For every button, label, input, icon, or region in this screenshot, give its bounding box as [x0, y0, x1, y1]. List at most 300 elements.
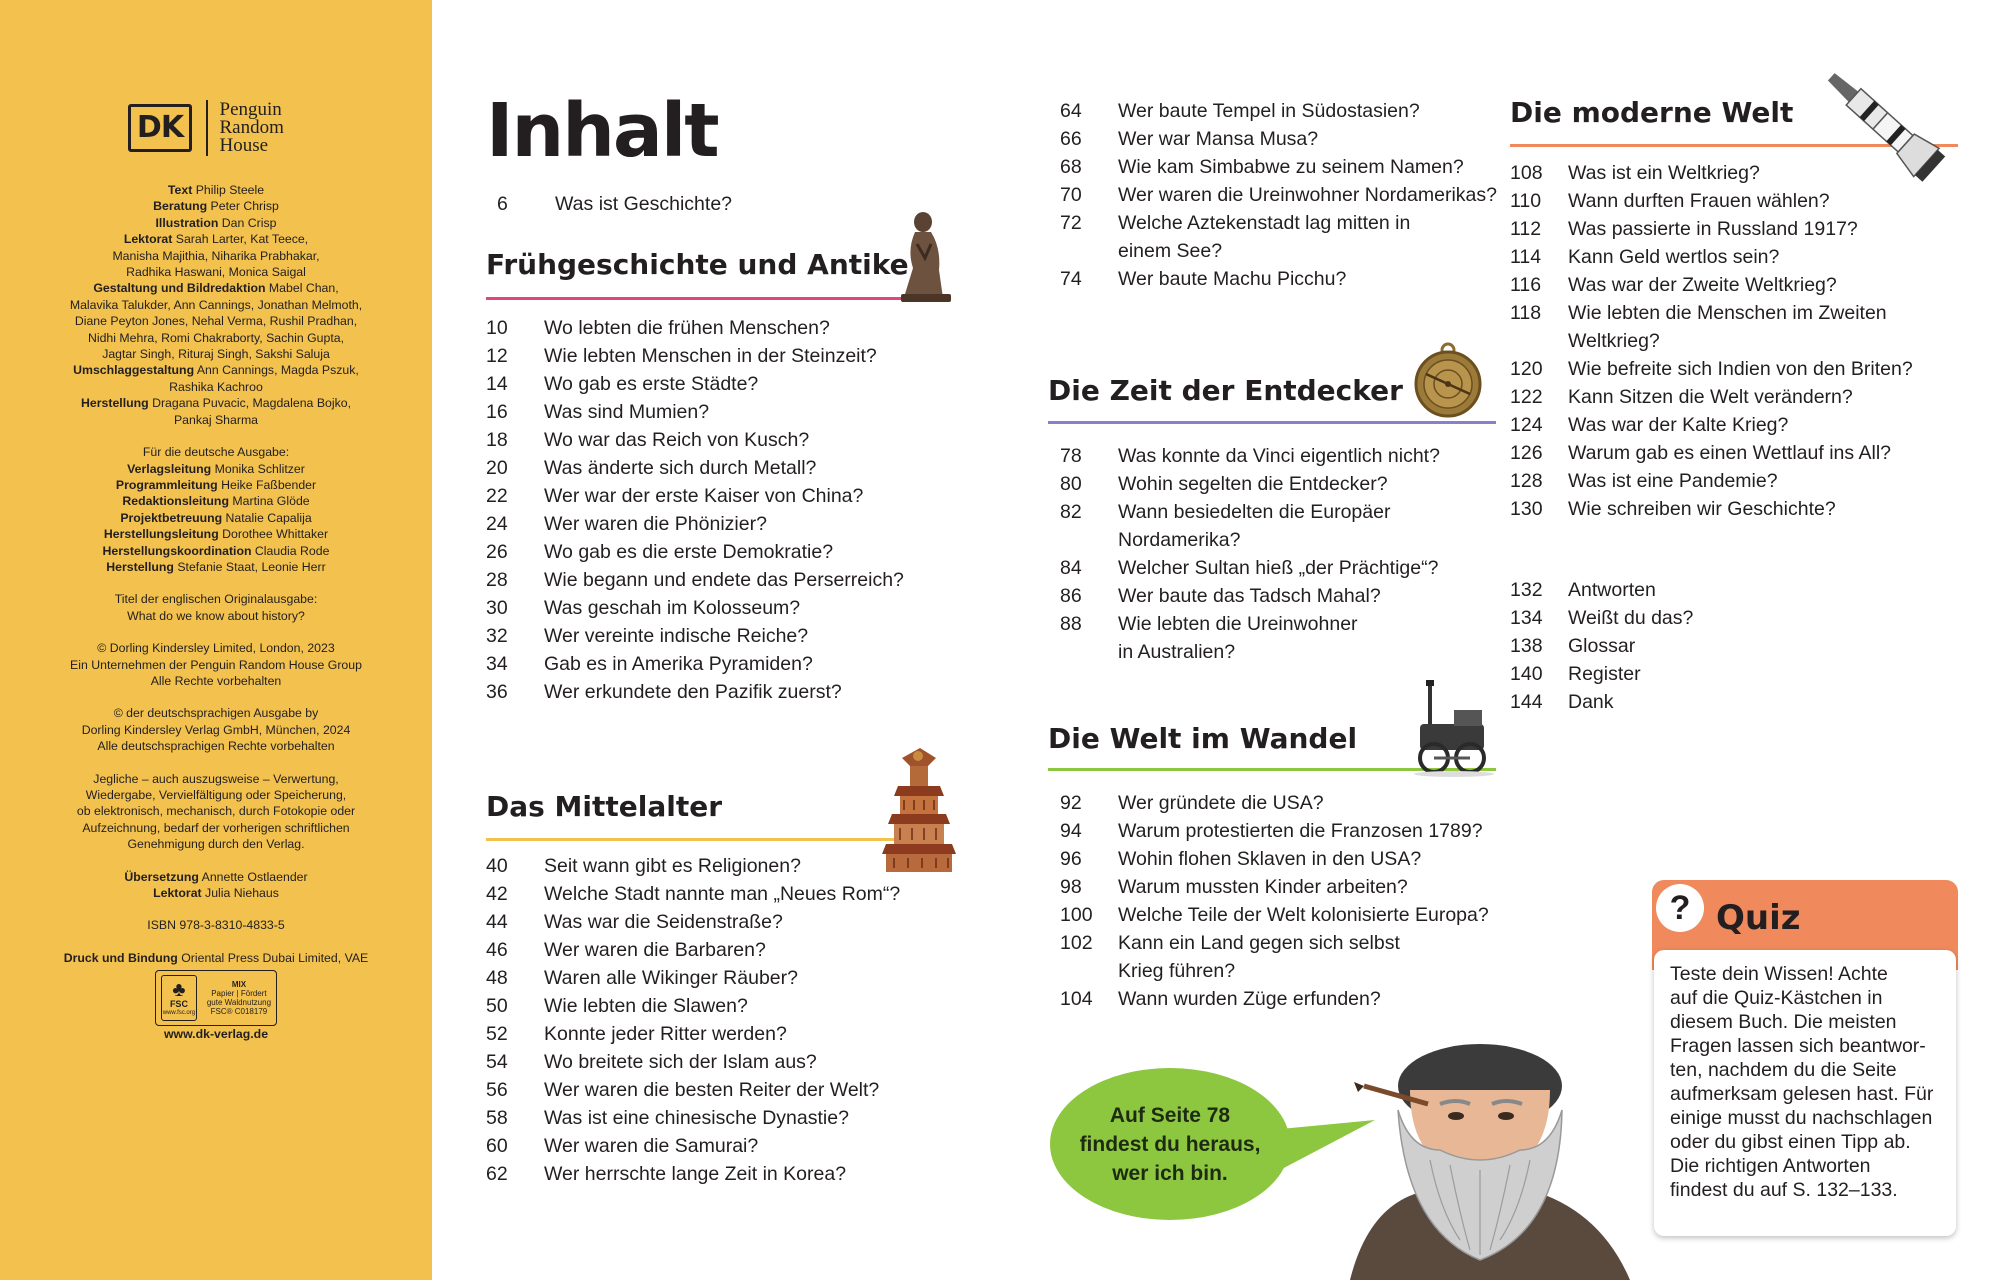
- imprint-line: [40, 738, 392, 754]
- imprint-line: [40, 836, 392, 852]
- imprint-role: Herstellungskoordination: [102, 543, 252, 558]
- toc-entry[interactable]: [486, 426, 904, 454]
- toc-entry-text: Welche Stadt nannte man „Neues Rom“?: [544, 883, 901, 905]
- imprint-role: Lektorat: [153, 886, 202, 901]
- imprint-names: Alle deutschsprachigen Rechte vorbehalten: [97, 739, 335, 754]
- fsc-tree-icon: ♣ FSC www.fsc.org: [161, 975, 197, 1021]
- imprint-names: Philip Steele: [192, 183, 265, 197]
- imprint-gap: [40, 934, 392, 950]
- imprint-line: [40, 705, 392, 721]
- publisher-website[interactable]: www.dk-verlag.de: [163, 1027, 269, 1042]
- toc-entry-text: Wer waren die Phönizier?: [544, 513, 767, 535]
- imprint-line: [40, 493, 392, 509]
- toc-entry-text: Kann Sitzen die Welt verändern?: [1568, 386, 1853, 408]
- imprint-line: [40, 280, 392, 296]
- toc-entry-text: Wohin flohen Sklaven in den USA?: [1118, 848, 1422, 870]
- toc-entry[interactable]: [486, 594, 904, 622]
- toc-page-number: 114: [1510, 246, 1542, 268]
- toc-page-number: 32: [486, 625, 508, 647]
- toc-entry-text: Wer baute das Tadsch Mahal?: [1118, 585, 1381, 607]
- toc-entry-text: Wer baute Machu Picchu?: [1118, 268, 1347, 290]
- toc-page-number: 66: [1060, 128, 1082, 150]
- imprint-names: What do we know about history?: [127, 608, 305, 623]
- imprint-names: © der deutschsprachigen Ausgabe by: [113, 706, 319, 721]
- toc-entry-text: Register: [1568, 663, 1641, 685]
- toc-entry[interactable]: [1060, 265, 1497, 293]
- toc-entry-text: Wer waren die besten Reiter der Welt?: [544, 1079, 880, 1101]
- toc-entry[interactable]: [1510, 439, 1913, 467]
- toc-entry[interactable]: [1060, 554, 1440, 582]
- imprint-names: Annette Ostlaender: [198, 869, 308, 884]
- toc-list-mittelalter: [486, 852, 900, 1188]
- toc-entry-text: Was war der Zweite Weltkrieg?: [1568, 274, 1837, 296]
- imprint-names: Aufzeichnung, bedarf der vorherigen schriftlichen: [82, 820, 350, 835]
- imprint-line: [40, 346, 392, 362]
- imprint-line: [40, 330, 392, 346]
- toc-entry-text: Wer war der erste Kaiser von China?: [544, 485, 864, 507]
- imprint-names: Genehmigung durch den Verlag.: [127, 837, 305, 852]
- imprint-line: [40, 264, 392, 280]
- toc-page-number: 108: [1510, 162, 1543, 184]
- imprint-gap: [40, 428, 392, 444]
- imprint-line: [40, 640, 392, 656]
- toc-entry[interactable]: [486, 1160, 900, 1188]
- section-rule: [1048, 421, 1496, 424]
- toc-page-number: 82: [1060, 501, 1082, 523]
- toc-entry[interactable]: [1510, 411, 1913, 439]
- toc-entry[interactable]: [486, 538, 904, 566]
- toc-entry[interactable]: [497, 190, 732, 218]
- toc-entry[interactable]: [486, 510, 904, 538]
- imprint-names: © Dorling Kindersley Limited, London, 2023: [97, 641, 335, 656]
- toc-entry[interactable]: [486, 880, 900, 908]
- imprint-names: Jegliche – auch auszugsweise – Verwertung,: [93, 771, 339, 786]
- imprint-line: [40, 510, 392, 526]
- toc-list-wandel: [1060, 789, 1489, 1013]
- toc-entry-text: Antworten: [1568, 579, 1656, 601]
- imprint-role: Herstellung: [106, 559, 174, 574]
- toc-entry-continuation: einem See?: [1118, 240, 1223, 262]
- imprint-names: Dragana Puvacic, Magdalena Bojko,: [148, 396, 351, 411]
- imprint-line: [40, 412, 392, 428]
- imprint-names: ob elektronisch, mechanisch, durch Fotokopie oder: [76, 804, 356, 819]
- imprint-names: Jagtar Singh, Rituraj Singh, Sakshi Saluja: [102, 347, 330, 362]
- toc-entry-text: Was ist eine Pandemie?: [1568, 470, 1778, 492]
- imprint-line: [40, 362, 392, 378]
- toc-entry-text: Wer erkundete den Pazifik zuerst?: [544, 681, 842, 703]
- imprint-names: Pankaj Sharma: [173, 412, 259, 427]
- toc-entry-text: Was sind Mumien?: [544, 401, 710, 423]
- steam-locomotive-image: [1414, 676, 1494, 776]
- toc-page-number: 98: [1060, 876, 1082, 898]
- imprint-names: Diane Peyton Jones, Nehal Verma, Rushil Pradhan,: [74, 314, 358, 329]
- toc-page-number: 64: [1060, 100, 1082, 122]
- imprint-role: Druck und Bindung: [63, 950, 178, 965]
- toc-entry-text: Wer gründete die USA?: [1118, 792, 1324, 814]
- toc-entry-text: Konnte jeder Ritter werden?: [544, 1023, 787, 1045]
- toc-page-number: 58: [486, 1107, 508, 1129]
- toc-page-number: 10: [486, 317, 508, 339]
- toc-entry-text: Weißt du das?: [1568, 607, 1694, 629]
- section-title-mittelalter: Das Mittelalter: [486, 790, 723, 823]
- toc-entry-text: Wo breitete sich der Islam aus?: [544, 1051, 817, 1073]
- pagoda-tower-image: [880, 748, 958, 876]
- toc-page-number: 46: [486, 939, 508, 961]
- quiz-text-line: Die richtigen Antworten: [1670, 1155, 1871, 1177]
- toc-entry-text: Was ist ein Weltkrieg?: [1568, 162, 1760, 184]
- toc-entry[interactable]: [1060, 873, 1489, 901]
- toc-page-number: 50: [486, 995, 508, 1017]
- toc-page-number: 118: [1510, 302, 1542, 324]
- toc-entry-text: Glossar: [1568, 635, 1636, 657]
- toc-page-number: 20: [486, 457, 508, 479]
- toc-page-number: 112: [1510, 218, 1542, 240]
- toc-entry[interactable]: [1060, 125, 1497, 153]
- toc-entry[interactable]: [486, 678, 904, 706]
- toc-entry[interactable]: [486, 398, 904, 426]
- leonardo-da-vinci-portrait: [1310, 1000, 1640, 1280]
- imprint-role: Beratung: [153, 199, 208, 214]
- quiz-text-line: oder du gibst einen Tipp ab.: [1670, 1131, 1911, 1153]
- toc-entry[interactable]: [1060, 817, 1489, 845]
- toc-page-number: 48: [486, 967, 508, 989]
- toc-entry-text: Wer war Mansa Musa?: [1118, 128, 1319, 150]
- toc-entry[interactable]: [486, 622, 904, 650]
- speech-bubble: Auf Seite 78 findest du heraus, wer ich bin.: [1050, 1068, 1290, 1220]
- toc-entry[interactable]: [1510, 355, 1913, 383]
- toc-entry-text: Waren alle Wikinger Räuber?: [544, 967, 798, 989]
- toc-entry-text: Was ist eine chinesische Dynastie?: [544, 1107, 849, 1129]
- imprint-role: Umschlaggestaltung: [73, 363, 195, 378]
- imprint-line: [40, 526, 392, 542]
- toc-entry[interactable]: [1510, 383, 1913, 411]
- toc-entry[interactable]: [1510, 688, 1693, 716]
- toc-page-number: 24: [486, 513, 508, 535]
- toc-entry-text: Welche Teile der Welt kolonisierte Europa?: [1118, 904, 1489, 926]
- toc-entry-text: Wie schreiben wir Geschichte?: [1568, 498, 1836, 520]
- imprint-gap: [40, 901, 392, 917]
- toc-entry[interactable]: [1060, 845, 1489, 873]
- imprint-line: [40, 444, 392, 460]
- imprint-names: Dorothee Whittaker: [218, 527, 329, 542]
- toc-page-number: 62: [486, 1163, 508, 1185]
- toc-page-number: 26: [486, 541, 508, 563]
- toc-entry[interactable]: [1060, 181, 1497, 209]
- toc-entry-text: Wie lebten die Slawen?: [544, 995, 748, 1017]
- quiz-label: Quiz: [1716, 898, 1801, 938]
- dk-logo: DK: [128, 104, 192, 152]
- toc-page-number: 18: [486, 429, 508, 451]
- imprint-line: [40, 771, 392, 787]
- imprint-role: Redaktionsleitung: [122, 494, 229, 509]
- imprint-line: [40, 673, 392, 689]
- toc-list-moderne: [1510, 159, 1913, 523]
- imprint-role: Verlagsleitung: [127, 461, 212, 476]
- imprint-line: [40, 543, 392, 559]
- toc-entry[interactable]: [486, 314, 904, 342]
- toc-page-number: 144: [1510, 691, 1543, 713]
- toc-entry[interactable]: [1060, 929, 1489, 957]
- toc-entry-continuation: Krieg führen?: [1118, 960, 1236, 982]
- imprint-role: Illustration: [155, 215, 219, 230]
- imprint-names: Nidhi Mehra, Romi Chakraborty, Sachin Gupta,: [87, 330, 345, 345]
- toc-entry-text: Wo gab es die erste Demokratie?: [544, 541, 834, 563]
- fsc-logo: ♣ FSC www.fsc.org MIX Papier | Fördert gute Waldnutzung FSC® C018179: [155, 970, 277, 1026]
- toc-page-number: 122: [1510, 386, 1543, 408]
- imprint-line: [40, 215, 392, 231]
- imprint-names: Peter Chrisp: [207, 199, 279, 214]
- imprint-names: Claudia Rode: [251, 543, 330, 558]
- toc-entry[interactable]: [1060, 498, 1440, 526]
- toc-entry-text: Warum mussten Kinder arbeiten?: [1118, 876, 1408, 898]
- toc-entry[interactable]: [1510, 660, 1693, 688]
- toc-page-number: 128: [1510, 470, 1543, 492]
- imprint-line: [40, 722, 392, 738]
- imprint-line: [40, 803, 392, 819]
- toc-entry-text: Was war die Seidenstraße?: [544, 911, 783, 933]
- section-title-moderne: Die moderne Welt: [1510, 96, 1794, 129]
- toc-entry[interactable]: [486, 1132, 900, 1160]
- toc-entry[interactable]: [486, 650, 904, 678]
- toc-page-number: 86: [1060, 585, 1082, 607]
- imprint-gap: [40, 575, 392, 591]
- toc-entry[interactable]: [486, 454, 904, 482]
- toc-page-number: 96: [1060, 848, 1082, 870]
- toc-entry-text: Wohin segelten die Entdecker?: [1118, 473, 1388, 495]
- rocket-image: [1812, 52, 1962, 202]
- imprint-names: Monika Schlitzer: [211, 461, 305, 476]
- toc-entry[interactable]: [1060, 209, 1497, 237]
- toc-entry[interactable]: [486, 852, 900, 880]
- imprint-names: Wiedergabe, Vervielfältigung oder Speicherung,: [85, 788, 347, 802]
- toc-entry-text: Welche Aztekenstadt lag mitten in: [1118, 212, 1411, 234]
- imprint-names: Natalie Capalija: [222, 510, 312, 525]
- imprint-line: [40, 608, 392, 624]
- toc-page-number: 72: [1060, 212, 1082, 234]
- toc-entry-text: Wie befreite sich Indien von den Briten?: [1568, 358, 1913, 380]
- toc-page-number: 36: [486, 681, 508, 703]
- toc-entry[interactable]: [1510, 243, 1913, 271]
- toc-page-number: 104: [1060, 988, 1093, 1010]
- quiz-text-line: Teste dein Wissen! Achte: [1670, 963, 1888, 985]
- section-title-entdecker: Die Zeit der Entdecker: [1048, 374, 1403, 407]
- toc-entry[interactable]: [1510, 604, 1693, 632]
- toc-entry[interactable]: [1060, 97, 1497, 125]
- imprint-line: [40, 313, 392, 329]
- toc-page-number: 116: [1510, 274, 1542, 296]
- section-rule: [486, 838, 916, 841]
- toc-entry[interactable]: [1510, 271, 1913, 299]
- toc-page-number: 126: [1510, 442, 1543, 464]
- imprint-names: Malavika Talukder, Ann Cannings, Jonathan Melmoth,: [69, 297, 363, 312]
- imprint-line: [40, 461, 392, 477]
- imprint-gap: [40, 755, 392, 771]
- imprint-gap: [40, 853, 392, 869]
- quiz-text-line: findest du auf S. 132–133.: [1670, 1179, 1898, 1201]
- toc-page-number: 28: [486, 569, 508, 591]
- toc-page-number: 14: [486, 373, 508, 395]
- toc-entry[interactable]: [1510, 299, 1913, 327]
- quiz-text-line: einige musst du nachschlagen: [1670, 1107, 1933, 1129]
- toc-entry-text: Warum gab es einen Wettlauf ins All?: [1568, 442, 1891, 464]
- section-title-antike: Frühgeschichte und Antike: [486, 248, 909, 281]
- toc-page-number: 140: [1510, 663, 1543, 685]
- toc-page-number: 92: [1060, 792, 1082, 814]
- toc-page-number: 102: [1060, 932, 1093, 954]
- toc-entry[interactable]: [1510, 467, 1913, 495]
- toc-page-number: 110: [1510, 190, 1542, 212]
- toc-entry-text: Wann durften Frauen wählen?: [1568, 190, 1830, 212]
- toc-entry[interactable]: [486, 964, 900, 992]
- toc-entry[interactable]: [486, 1104, 900, 1132]
- imprint-gap: [40, 624, 392, 640]
- toc-page-number: 94: [1060, 820, 1082, 842]
- imprint-names: Stefanie Staat, Leonie Herr: [173, 559, 326, 574]
- imprint-line: [40, 657, 392, 673]
- imprint-role: Programmleitung: [115, 477, 218, 492]
- quiz-text-line: aufmerksam gelesen hast. Für: [1670, 1083, 1934, 1105]
- imprint-line: [40, 591, 392, 607]
- toc-entry[interactable]: [1060, 789, 1489, 817]
- toc-entry[interactable]: [1510, 632, 1693, 660]
- imprint-names: ISBN 978-3-8310-4833-5: [147, 918, 285, 933]
- toc-list-antike: [486, 314, 904, 706]
- toc-entry[interactable]: [1060, 610, 1440, 638]
- toc-entry[interactable]: [486, 1076, 900, 1104]
- toc-page-number: 34: [486, 653, 508, 675]
- toc-page-number: 22: [486, 485, 508, 507]
- toc-entry[interactable]: [1060, 470, 1440, 498]
- imprint-role: Gestaltung und Bildredaktion: [93, 281, 266, 296]
- toc-page-number: 40: [486, 855, 508, 877]
- imprint-names: Rashika Kachroo: [169, 379, 263, 394]
- toc-page-number: 134: [1510, 607, 1543, 629]
- toc-page-number: 42: [486, 883, 508, 905]
- toc-page-number: 78: [1060, 445, 1082, 467]
- toc-entry-text: Wie lebten Menschen in der Steinzeit?: [544, 345, 877, 367]
- toc-entry-text: Wer waren die Ureinwohner Nordamerikas?: [1118, 184, 1497, 206]
- section-title-wandel: Die Welt im Wandel: [1048, 722, 1358, 755]
- imprint-line: [40, 379, 392, 395]
- toc-entry[interactable]: [1060, 901, 1489, 929]
- toc-entry[interactable]: [486, 342, 904, 370]
- imprint-line: [40, 395, 392, 411]
- imprint-gap: [40, 689, 392, 705]
- toc-page-number: 70: [1060, 184, 1082, 206]
- toc-entry-text: Gab es in Amerika Pyramiden?: [544, 653, 813, 675]
- question-mark-icon: ?: [1656, 884, 1704, 932]
- toc-entry[interactable]: [1510, 495, 1913, 523]
- toc-entry[interactable]: [1060, 442, 1440, 470]
- toc-entry[interactable]: [486, 936, 900, 964]
- imprint-credits: [40, 182, 392, 1043]
- imprint-line: [40, 917, 392, 933]
- toc-entry[interactable]: [486, 370, 904, 398]
- toc-entry[interactable]: [1510, 215, 1913, 243]
- quiz-text-line: diesem Buch. Die meisten: [1670, 1011, 1897, 1033]
- imprint-names: Heike Faßbender: [217, 477, 317, 492]
- imprint-names: Oriental Press Dubai Limited, VAE: [177, 950, 369, 965]
- imprint-role: Lektorat: [123, 232, 173, 247]
- toc-page-number: 88: [1060, 613, 1082, 635]
- toc-list-hochkulturen: [1060, 97, 1497, 293]
- penguin-random-house-logo: Penguin Random House: [219, 99, 284, 156]
- quiz-text-line: auf die Quiz-Kästchen in: [1670, 987, 1883, 1009]
- toc-page-number: 124: [1510, 414, 1543, 436]
- imprint-names: Dorling Kindersley Verlag GmbH, München, 2024: [81, 722, 351, 737]
- toc-entry-text: Welcher Sultan hieß „der Prächtige“?: [1118, 557, 1439, 579]
- toc-page-number: 56: [486, 1079, 508, 1101]
- toc-entry[interactable]: [486, 992, 900, 1020]
- toc-page-number: 138: [1510, 635, 1543, 657]
- toc-page-number: 68: [1060, 156, 1082, 178]
- toc-entry-text: Wo war das Reich von Kusch?: [544, 429, 810, 451]
- toc-entry[interactable]: [486, 1020, 900, 1048]
- toc-entry-text: Warum protestierten die Franzosen 1789?: [1118, 820, 1483, 842]
- imprint-line: [40, 182, 392, 198]
- section-rule: [486, 297, 916, 300]
- imprint-role: Text: [167, 183, 193, 197]
- toc-entry[interactable]: [486, 1048, 900, 1076]
- imprint-names: Für die deutsche Ausgabe:: [142, 445, 290, 460]
- toc-page-number: 132: [1510, 579, 1543, 601]
- toc-entry[interactable]: [486, 482, 904, 510]
- toc-entry[interactable]: [486, 908, 900, 936]
- toc-page-number: 74: [1060, 268, 1082, 290]
- toc-entry[interactable]: [1060, 582, 1440, 610]
- quiz-box: [1654, 950, 1956, 1236]
- quiz-text-line: Fragen lassen sich beantwor-: [1670, 1035, 1926, 1057]
- imprint-column: [0, 0, 432, 1280]
- imprint-line: [40, 787, 392, 803]
- toc-page-number: 30: [486, 597, 508, 619]
- toc-entry-text: Wann wurden Züge erfunden?: [1118, 988, 1381, 1010]
- toc-entry[interactable]: [1060, 153, 1497, 181]
- toc-page-number: 120: [1510, 358, 1543, 380]
- toc-entry-text: Wo lebten die frühen Menschen?: [544, 317, 830, 339]
- toc-page-number: 60: [486, 1135, 508, 1157]
- toc-entry[interactable]: [1510, 576, 1693, 604]
- toc-entry-text: Kann Geld wertlos sein?: [1568, 246, 1780, 268]
- imprint-names: Sarah Larter, Kat Teece,: [172, 232, 309, 247]
- toc-entry-text: Wer herrschte lange Zeit in Korea?: [544, 1163, 847, 1185]
- imprint-role: Herstellungsleitung: [103, 527, 219, 542]
- toc-entry-text: Kann ein Land gegen sich selbst: [1118, 932, 1400, 954]
- imprint-names: Mabel Chan,: [265, 281, 339, 296]
- imprint-names: Radhika Haswani, Monica Saigal: [126, 265, 306, 280]
- publisher-logo: [128, 100, 284, 156]
- toc-entry-text: Wie begann und endete das Perserreich?: [544, 569, 904, 591]
- toc-entry-text: Was geschah im Kolosseum?: [544, 597, 801, 619]
- toc-entry[interactable]: [486, 566, 904, 594]
- toc-entry-text: Was ist Geschichte?: [555, 193, 733, 215]
- toc-page-number: 16: [486, 401, 508, 423]
- logo-divider: [206, 100, 208, 156]
- toc-entry-text: Was änderte sich durch Metall?: [544, 457, 817, 479]
- toc-page-number: 130: [1510, 498, 1543, 520]
- imprint-role: Übersetzung: [124, 869, 199, 884]
- toc-entry-text: Was war der Kalte Krieg?: [1568, 414, 1789, 436]
- toc-page-number: 6: [497, 193, 508, 215]
- toc-entry-text: Wer waren die Barbaren?: [544, 939, 766, 961]
- toc-entry-text: Wer waren die Samurai?: [544, 1135, 759, 1157]
- toc-entry-text: Dank: [1568, 691, 1614, 713]
- toc-entry-text: Was passierte in Russland 1917?: [1568, 218, 1858, 240]
- toc-list-entdecker: [1060, 442, 1440, 666]
- imprint-line: [40, 869, 392, 885]
- toc-entry-text: Wie kam Simbabwe zu seinem Namen?: [1118, 156, 1464, 178]
- toc-page-number: 52: [486, 1023, 508, 1045]
